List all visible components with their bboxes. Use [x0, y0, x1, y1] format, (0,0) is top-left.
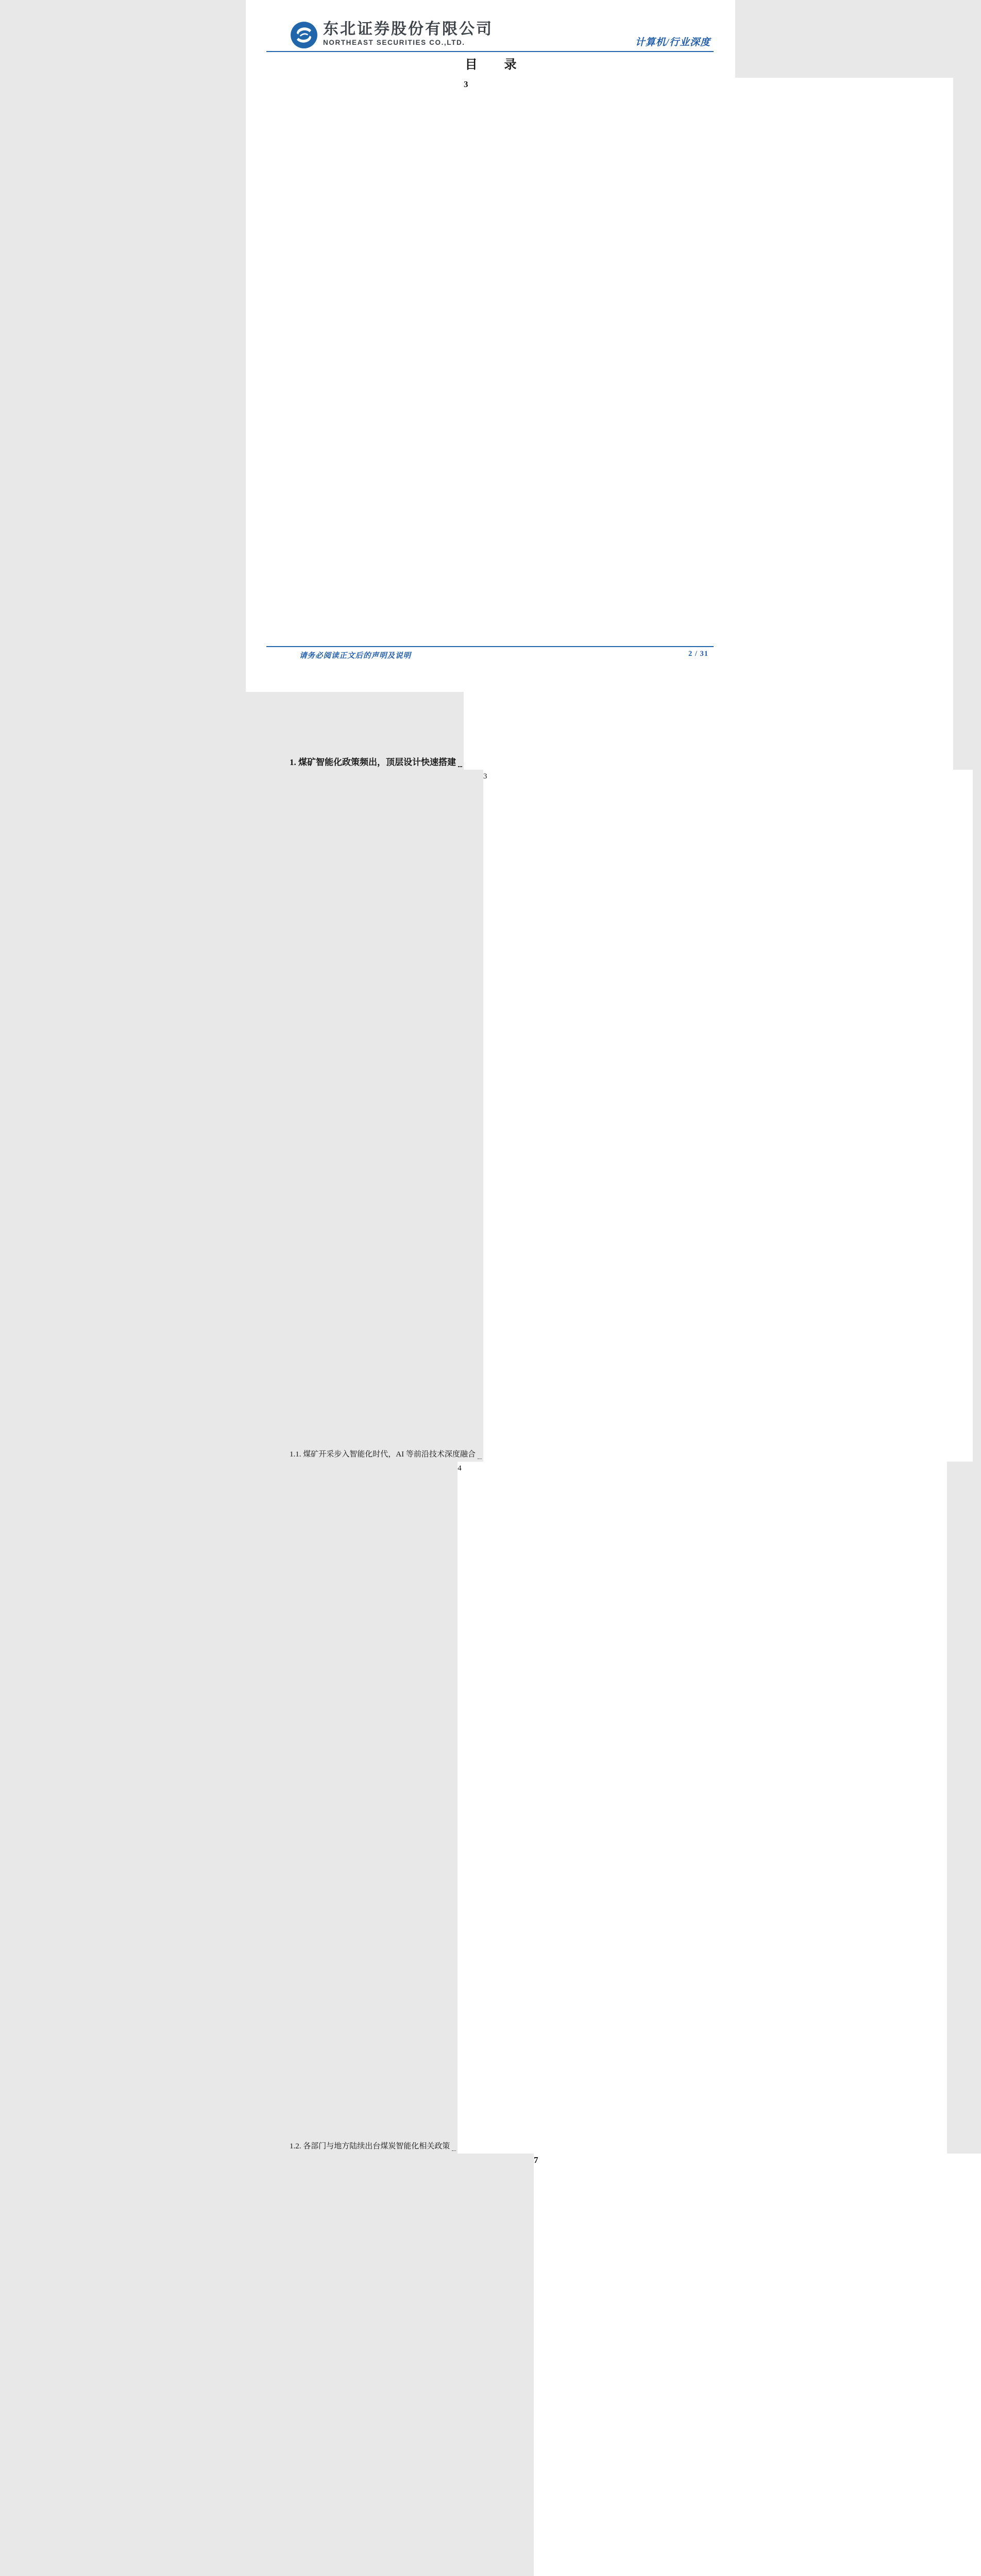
toc-list	[290, 78, 692, 2576]
dot-leader	[452, 2150, 456, 2151]
dot-leader	[458, 766, 462, 767]
toc-entry-page: 3	[464, 78, 953, 770]
toc-entry-label: 1.2. 各部门与地方陆续出台煤炭智能化相关政策	[290, 2142, 450, 2151]
page-number: 2 / 31	[688, 650, 708, 658]
company-logo-icon	[290, 21, 318, 49]
toc-entry-page: 4	[458, 1462, 947, 2154]
page-header	[266, 0, 714, 52]
toc-entry	[290, 770, 692, 1462]
toc-page-content	[290, 57, 692, 2576]
toc-entry-label: 1.1. 煤矿开采步入智能化时代，AI 等前沿技术深度融合	[290, 1450, 476, 1459]
toc-entry	[290, 2154, 692, 2576]
toc-entry-page: 7	[534, 2154, 981, 2576]
toc-title: 目 录	[465, 58, 524, 72]
toc-entry-page: 3	[483, 770, 973, 1462]
company-name-block	[323, 21, 493, 47]
toc-entry	[290, 78, 692, 770]
company-name-en: NORTHEAST SECURITIES CO.,LTD.	[323, 39, 465, 46]
page-footer	[266, 646, 714, 660]
footer-disclaimer: 请务必阅读正文后的声明及说明	[299, 652, 411, 660]
toc-entry	[290, 1462, 692, 2154]
report-category: 计算机/行业深度	[635, 37, 711, 48]
report-page	[246, 0, 735, 2165]
toc-entry-label: 1. 煤矿智能化政策频出，顶层设计快速搭建	[290, 757, 456, 768]
company-name-cn: 东北证券股份有限公司	[323, 21, 493, 38]
